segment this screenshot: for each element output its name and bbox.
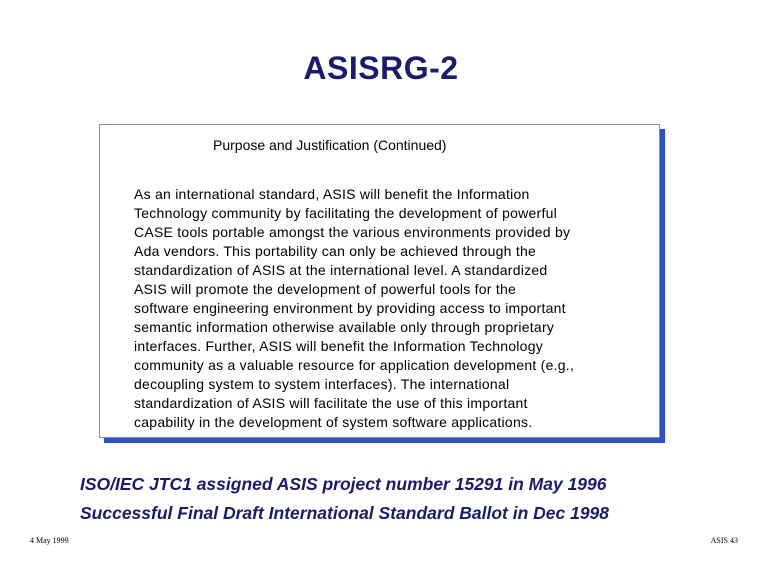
footer-date: 4 May 1999 bbox=[30, 536, 69, 545]
note-ballot: Successful Final Draft International Standard Ballot in Dec 1998 bbox=[80, 503, 610, 523]
content-box bbox=[99, 124, 660, 438]
footer-page-number: ASIS 43 bbox=[710, 536, 738, 545]
slide-title: ASISRG-2 bbox=[303, 50, 459, 86]
note-project-number: ISO/IEC JTC1 assigned ASIS project number 15291 in May 1996 bbox=[80, 474, 607, 494]
box-subtitle: Purpose and Justification (Continued) bbox=[213, 137, 447, 153]
box-body-text: As an international standard, ASIS will benefit the Information Technology community by facilitating the development of powerful CASE tools portable amongst the various environments provided by Ada vendors. This portability can only be achieved through the standardization of ASIS at the international level. A standardized ASIS will promote the development of powerful tools for the software engineering environment by providing access to important semantic information otherwise available only through proprietary interfaces. Further, ASIS will benefit the Information Technology community as a valuable resource for application development (e.g., decoupling system to system interfaces). The international standardization of ASIS will facilitate the use of this important capability in the development of system software applications. bbox=[134, 186, 575, 430]
